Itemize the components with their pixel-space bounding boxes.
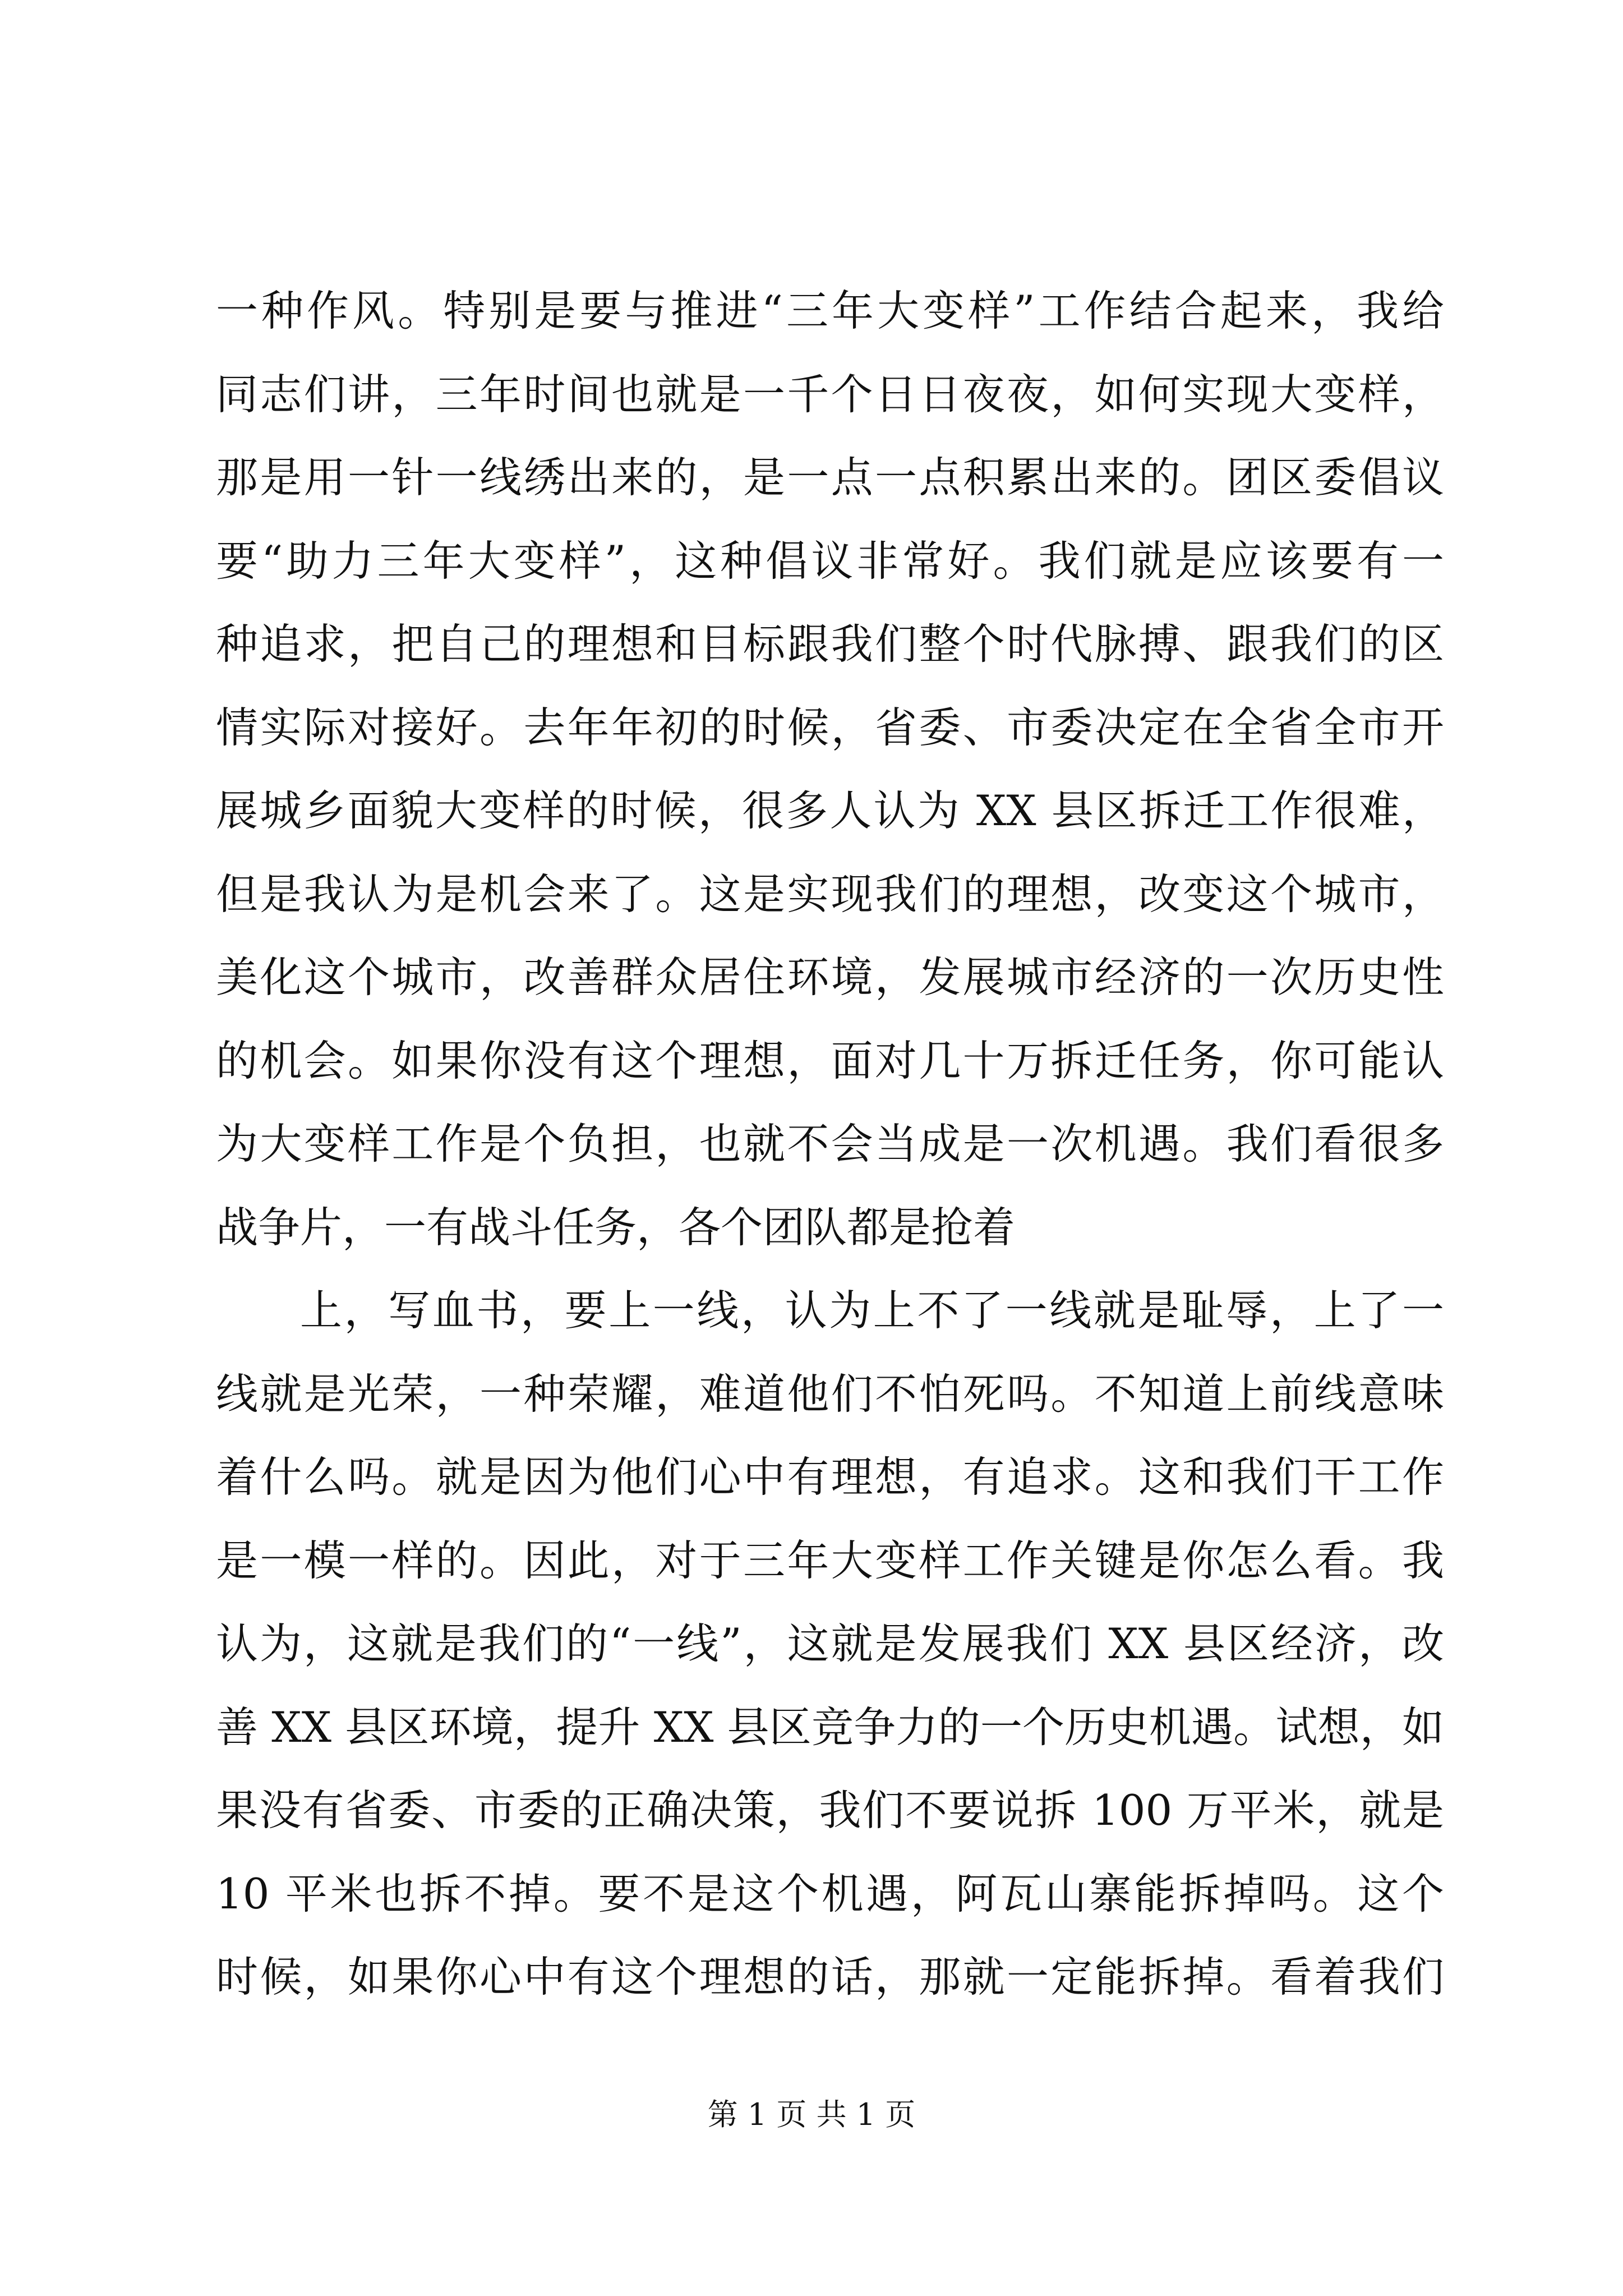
text-line: 要“助力三年大变样”，这种倡议非常好。我们就是应该要有一 [216, 536, 1444, 586]
text-line: 那是用一针一线绣出来的，是一点一点积累出来的。团区委倡议 [216, 453, 1444, 502]
text-line: 善 XX 县区环境，提升 XX 县区竞争力的一个历史机遇。试想，如 [216, 1702, 1444, 1752]
text-line: 着什么吗。就是因为他们心中有理想，有追求。这和我们干工作 [216, 1452, 1444, 1502]
text-line: 同志们讲，三年时间也就是一千个日日夜夜，如何实现大变样， [216, 369, 1444, 419]
text-line: 10 平米也拆不掉。要不是这个机遇，阿瓦山寨能拆掉吗。这个 [216, 1869, 1444, 1918]
text-line: 一种作风。特别是要与推进“三年大变样”工作结合起来，我给 [216, 286, 1444, 335]
page-number-label: 第 1 页 共 1 页 [707, 2097, 916, 2132]
text-line: 展城乡面貌大变样的时候，很多人认为 XX 县区拆迁工作很难， [216, 786, 1444, 835]
text-line: 认为，这就是我们的“一线”，这就是发展我们 XX 县区经济，改 [216, 1619, 1444, 1668]
text-line-paragraph-end: 战争片，一有战斗任务，各个团队都是抢着 [216, 1202, 1016, 1252]
text-line: 美化这个城市，改善群众居住环境，发展城市经济的一次历史性 [216, 953, 1444, 1002]
text-line: 果没有省委、市委的正确决策，我们不要说拆 100 万平米，就是 [216, 1786, 1444, 1835]
text-line: 时候，如果你心中有这个理想的话，那就一定能拆掉。看着我们 [216, 1952, 1444, 2001]
page-footer [0, 2095, 1623, 2134]
text-line: 的机会。如果你没有这个理想，面对几十万拆迁任务，你可能认 [216, 1036, 1444, 1085]
body-text [216, 269, 1444, 2019]
text-line: 为大变样工作是个负担，也就不会当成是一次机遇。我们看很多 [216, 1119, 1444, 1168]
text-line: 但是我认为是机会来了。这是实现我们的理想，改变这个城市， [216, 869, 1444, 919]
text-line: 是一模一样的。因此，对于三年大变样工作关键是你怎么看。我 [216, 1535, 1444, 1585]
text-line-paragraph-start: 上，写血书，要上一线，认为上不了一线就是耻辱，上了一 [300, 1286, 1444, 1335]
text-line: 种追求，把自己的理想和目标跟我们整个时代脉搏、跟我们的区 [216, 619, 1444, 669]
text-line: 线就是光荣，一种荣耀，难道他们不怕死吗。不知道上前线意味 [216, 1369, 1444, 1419]
text-line: 情实际对接好。去年年初的时候，省委、市委决定在全省全市开 [216, 702, 1444, 752]
